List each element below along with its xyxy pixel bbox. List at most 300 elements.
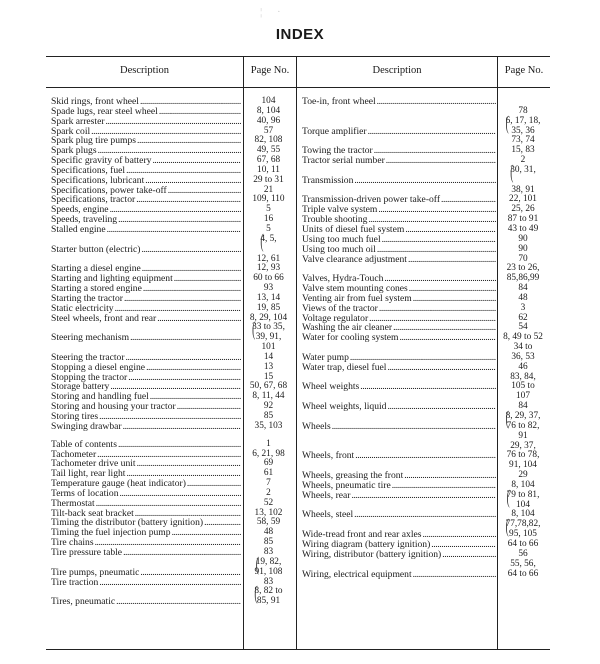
index-entry	[51, 195, 296, 205]
index-entry	[302, 382, 550, 392]
dot-leader	[128, 373, 241, 383]
dot-leader	[118, 215, 241, 225]
entry-description	[51, 373, 241, 383]
index-entry	[302, 146, 550, 156]
entry-text: Tire traction	[51, 577, 99, 588]
entry-text: Starting a diesel engine	[51, 264, 141, 275]
entry-page-numbers: 85, 91	[256, 596, 281, 607]
entry-page-numbers: ( 8, 29, 37,	[496, 412, 550, 422]
entry-description	[302, 442, 496, 452]
entry-page-numbers: 38, 91	[511, 184, 535, 195]
entry-text: Views of the tractor	[302, 303, 378, 314]
entry-description	[302, 570, 496, 580]
entry-description	[51, 489, 241, 499]
entry-page-numbers: 12, 93	[256, 263, 281, 274]
entry-text: Towing the tractor	[302, 146, 373, 157]
entry-page-numbers: 82, 108	[254, 135, 283, 146]
entry-description	[51, 333, 241, 343]
index-table	[46, 56, 550, 650]
entry-description	[51, 294, 241, 304]
entry-page-numbers: 83	[263, 576, 274, 587]
entry-text: Specifications, lubricant	[51, 175, 145, 186]
entry-page-numbers: 91, 108	[254, 566, 283, 577]
entry-page-numbers: 2	[520, 155, 526, 166]
entry-page-numbers: 76 to 78,	[506, 450, 540, 461]
index-entry	[51, 176, 296, 186]
entry-description	[51, 156, 241, 166]
dot-leader	[377, 97, 496, 107]
dot-leader	[146, 363, 241, 373]
entry-description	[302, 225, 496, 235]
index-entry	[51, 117, 296, 127]
entry-page-numbers: 35, 36	[511, 125, 535, 136]
entry-text: Tire pumps, pneumatic	[51, 567, 140, 578]
entry-description	[51, 127, 241, 137]
index-entry	[302, 570, 550, 580]
index-entry	[302, 97, 550, 107]
dot-leader	[405, 225, 496, 235]
dot-leader	[137, 459, 241, 469]
entry-page-numbers: 76 to 82,	[506, 420, 540, 431]
entry-text: Steering the tractor	[51, 352, 125, 363]
index-entry	[51, 518, 296, 528]
dot-leader	[116, 597, 241, 607]
dot-leader	[368, 215, 496, 225]
dot-leader	[378, 205, 496, 215]
entry-description	[302, 304, 496, 314]
entry-description	[302, 343, 496, 353]
entry-page-numbers: 43 to 49	[507, 223, 539, 234]
entry-page-numbers: 85	[263, 537, 274, 548]
entry-page-numbers: 13, 14	[256, 292, 281, 303]
entry-page-numbers: 90	[518, 233, 528, 244]
entry-page-numbers: 13	[263, 361, 274, 372]
entry-page-numbers: 8, 104	[256, 105, 281, 116]
entry-description	[302, 314, 496, 324]
entry-description	[51, 578, 241, 588]
dot-leader	[126, 353, 241, 363]
dot-leader	[413, 294, 496, 304]
index-entry	[302, 166, 550, 176]
index-entry	[51, 215, 296, 225]
entry-description	[51, 450, 241, 460]
index-entry	[302, 304, 550, 314]
entry-page-numbers: 50, 67, 68	[249, 381, 288, 392]
entry-text: Wheels, steel	[302, 510, 354, 521]
entry-page-numbers: 62	[518, 312, 528, 323]
entry-page-numbers: 73, 74	[511, 135, 535, 146]
index-entry	[51, 538, 296, 548]
entry-page-numbers: 15	[263, 371, 274, 382]
entry-text: Wheel weights	[302, 382, 360, 393]
entry-description	[302, 363, 496, 373]
dot-leader	[110, 382, 241, 392]
entry-description	[51, 136, 241, 146]
dot-leader	[422, 530, 496, 540]
dot-leader	[118, 440, 241, 450]
index-entry	[302, 392, 550, 402]
index-entry	[302, 225, 550, 235]
entry-text: Starting and lighting equipment	[51, 274, 173, 285]
entry-description	[302, 186, 496, 196]
entry-description	[302, 146, 496, 156]
entry-page-numbers: ( 79 to 81,	[496, 491, 550, 501]
entry-page-numbers: 8, 104	[511, 509, 535, 520]
entry-text: Valves, Hydra-Touch	[302, 274, 384, 285]
index-entry	[302, 314, 550, 324]
entry-text: Terms of location	[51, 488, 119, 499]
entry-text: Water trap, diesel fuel	[302, 362, 387, 373]
entry-description	[302, 560, 496, 570]
index-entry	[302, 422, 550, 432]
dot-leader	[204, 518, 241, 528]
dot-leader	[392, 481, 496, 491]
entry-text: Timing the distributor (battery ignition)	[51, 518, 204, 529]
entry-page-numbers: 69	[263, 458, 274, 469]
entry-page-numbers: 49, 55	[256, 145, 281, 156]
index-entry	[302, 274, 550, 284]
entry-description	[51, 469, 241, 479]
left-description-header: Description	[120, 65, 169, 76]
dot-leader	[382, 235, 496, 245]
index-entry	[302, 461, 550, 471]
entry-page-numbers: 36, 53	[511, 351, 535, 362]
entry-text: Table of contents	[51, 439, 117, 450]
entry-description	[302, 166, 496, 176]
entry-description	[51, 558, 241, 568]
dot-leader	[130, 333, 241, 343]
entry-text: Spade lugs, rear steel wheel	[51, 106, 158, 117]
index-entry	[51, 225, 296, 235]
entry-text: Water pump	[302, 352, 349, 363]
dot-leader	[140, 568, 241, 578]
entry-page-numbers: 34 to	[513, 342, 533, 353]
index-entry	[51, 333, 296, 343]
entry-description	[302, 481, 496, 491]
entry-page-numbers: 54	[518, 322, 528, 333]
entry-text: Units of diesel fuel system	[302, 224, 405, 235]
dot-leader	[135, 509, 241, 519]
entry-description	[51, 509, 241, 519]
index-entry	[51, 235, 296, 245]
dot-leader	[110, 205, 241, 215]
entry-description	[302, 156, 496, 166]
entry-text: Steering mechanism	[51, 333, 130, 344]
index-entry	[51, 392, 296, 402]
entry-page-numbers: 52	[263, 497, 274, 508]
index-entry	[51, 343, 296, 353]
entry-description	[51, 323, 241, 333]
entry-page-numbers: 15, 83	[511, 145, 535, 156]
entry-text: Valve clearance adjustment	[302, 254, 407, 265]
entry-description	[302, 97, 496, 107]
dot-leader	[377, 245, 496, 255]
entry-description	[302, 255, 496, 265]
dot-leader	[187, 479, 241, 489]
entry-page-numbers: 48	[518, 292, 528, 303]
entry-page-numbers: 83	[263, 546, 274, 557]
entry-text: Triple valve system	[302, 205, 378, 216]
entry-page-numbers: 22, 101	[509, 194, 537, 205]
entry-text: Swinging drawbar	[51, 421, 122, 432]
entry-page-numbers: 29 to 31	[253, 174, 284, 185]
entry-text: Wheels, greasing the front	[302, 471, 404, 481]
page-title: INDEX	[275, 26, 325, 43]
entry-description	[51, 597, 241, 607]
entry-page-numbers: ( 6, 17, 18,	[496, 117, 550, 127]
entry-description	[51, 215, 241, 225]
dot-leader	[97, 450, 241, 460]
index-entry	[51, 469, 296, 479]
entry-text: Skid rings, front wheel	[51, 97, 139, 107]
dot-leader	[369, 314, 496, 324]
index-entry	[51, 363, 296, 373]
entry-page-numbers: ( 33 to 35,	[241, 323, 296, 333]
header-rule	[46, 87, 550, 88]
entry-text: Temperature gauge (heat indicator)	[51, 479, 186, 489]
entry-page-numbers: 13, 102	[254, 507, 283, 518]
entry-page-numbers: 48	[263, 527, 274, 538]
dot-leader	[150, 392, 241, 402]
index-entry	[51, 568, 296, 578]
entry-text: Using too much oil	[302, 244, 376, 255]
entry-page-numbers: 6, 21, 98	[252, 448, 285, 459]
entry-description	[302, 235, 496, 245]
entry-page-numbers: ( 30, 31,	[496, 166, 550, 176]
entry-page-numbers: ( 77,78,82,	[496, 520, 550, 530]
entry-page-numbers: 8, 49 to 52	[503, 332, 543, 343]
index-entry	[51, 274, 296, 284]
entry-page-numbers: 101	[261, 342, 276, 353]
index-entry	[51, 422, 296, 432]
entry-page-numbers: 107	[516, 391, 530, 402]
entry-page-numbers: 58, 59	[256, 517, 281, 528]
entry-description	[51, 440, 241, 450]
entry-text: Wiring, electrical equipment	[302, 569, 412, 580]
entry-text: Specific gravity of battery	[51, 156, 152, 166]
entry-description	[51, 186, 241, 196]
entry-description	[302, 127, 496, 137]
entry-description	[51, 382, 241, 392]
dot-leader	[107, 225, 241, 235]
entry-description	[302, 136, 496, 146]
entry-page-numbers: 5	[266, 223, 271, 234]
left-index-column	[51, 97, 296, 607]
index-entry	[51, 450, 296, 460]
entry-description	[51, 304, 241, 314]
entry-text: Voltage regulator	[302, 313, 369, 324]
entry-page-numbers: 61	[263, 468, 274, 479]
dot-leader	[157, 314, 241, 324]
dot-leader	[177, 402, 241, 412]
entry-description	[302, 245, 496, 255]
entry-description	[51, 402, 241, 412]
entry-description	[302, 451, 496, 461]
dot-leader	[399, 333, 496, 343]
entry-page-numbers: 35, 103	[254, 420, 283, 431]
entry-page-numbers: 91	[518, 430, 528, 441]
dot-leader	[431, 540, 496, 550]
entry-page-numbers: 85,86,99	[506, 273, 540, 284]
dot-leader	[124, 294, 241, 304]
dot-leader	[355, 451, 496, 461]
entry-page-numbers: 5	[266, 204, 271, 215]
entry-page-numbers: 105 to	[511, 381, 535, 392]
entry-description	[302, 333, 496, 343]
index-entry	[51, 205, 296, 215]
entry-page-numbers: 19, 85	[256, 302, 281, 313]
index-entry	[51, 479, 296, 489]
entry-text: Using too much fuel	[302, 234, 381, 245]
dot-leader	[409, 284, 496, 294]
entry-text: Torque amplifier	[302, 126, 367, 137]
entry-description	[51, 343, 241, 353]
right-index-column	[302, 97, 550, 579]
index-entry	[302, 491, 550, 501]
entry-page-numbers: 10, 11	[257, 164, 280, 175]
dot-leader	[374, 146, 496, 156]
entry-description	[51, 274, 241, 284]
entry-description	[302, 392, 496, 402]
index-entry	[51, 489, 296, 499]
entry-description	[302, 294, 496, 304]
entry-page-numbers: 95, 105	[509, 529, 537, 540]
entry-page-numbers: 70	[518, 253, 528, 264]
entry-page-numbers: 8, 11, 44	[252, 391, 285, 402]
index-entry	[302, 235, 550, 245]
entry-description	[302, 550, 496, 560]
entry-description	[51, 587, 241, 597]
entry-page-numbers: 93	[263, 283, 274, 294]
entry-description	[302, 205, 496, 215]
entry-page-numbers: 57	[263, 125, 274, 136]
dot-leader	[136, 195, 241, 205]
entry-text: Specifications, tractor	[51, 195, 136, 206]
index-entry	[51, 528, 296, 538]
entry-description	[51, 225, 241, 235]
entry-page-numbers: 87 to 91	[507, 214, 539, 225]
entry-description	[51, 205, 241, 215]
dot-leader	[120, 489, 241, 499]
entry-description	[51, 499, 241, 509]
dot-leader	[142, 264, 241, 274]
entry-description	[302, 402, 496, 412]
entry-description	[302, 461, 496, 471]
entry-text: Tail light, rear light	[51, 469, 126, 480]
entry-description	[302, 530, 496, 540]
entry-page-numbers: 8, 29, 104	[249, 312, 288, 323]
dot-leader	[351, 491, 496, 501]
dot-leader	[145, 176, 241, 186]
entry-page-numbers: 40, 96	[256, 115, 281, 126]
dot-leader	[98, 146, 241, 156]
dot-leader	[172, 528, 241, 538]
entry-text: Tilt-back seat bracket	[51, 508, 134, 519]
entry-page-numbers: 21	[263, 184, 274, 195]
dot-leader	[384, 274, 496, 284]
index-entry	[51, 353, 296, 363]
entry-description	[51, 107, 241, 117]
entry-description	[302, 491, 496, 501]
entry-description	[302, 373, 496, 383]
entry-text: Toe-in, front wheel	[302, 97, 376, 107]
entry-description	[51, 392, 241, 402]
entry-text: Venting air from fuel system	[302, 293, 412, 304]
dot-leader	[387, 402, 496, 412]
entry-text: Spark plug tire pumps	[51, 136, 137, 147]
dot-leader	[168, 186, 241, 196]
dot-leader	[126, 166, 241, 176]
entry-description	[302, 353, 496, 363]
entry-page-numbers: 84	[518, 401, 528, 412]
dot-leader	[152, 156, 241, 166]
entry-text: Thermostat	[51, 498, 95, 509]
entry-text: Tires, pneumatic	[51, 597, 116, 608]
dot-leader	[126, 469, 241, 479]
dot-leader	[106, 117, 241, 127]
entry-text: Trouble shooting	[302, 215, 368, 225]
index-entry	[51, 459, 296, 469]
entry-page-numbers: 64 to 66	[507, 538, 539, 549]
dot-leader	[123, 548, 241, 558]
entry-page-numbers: ( 19, 82,	[241, 558, 296, 568]
entry-page-numbers: ( 8, 82 to	[241, 587, 296, 597]
entry-description	[51, 146, 241, 156]
dot-leader	[99, 412, 241, 422]
index-entry	[302, 284, 550, 294]
entry-page-numbers: 8, 104	[511, 479, 535, 490]
index-entry	[51, 597, 296, 607]
dot-leader	[96, 499, 241, 509]
column-divider	[296, 57, 297, 649]
dot-leader	[386, 156, 496, 166]
entry-text: Speeds, engine	[51, 205, 109, 216]
dot-leader	[354, 510, 496, 520]
entry-text: Stopping the tractor	[51, 372, 128, 383]
index-entry	[302, 294, 550, 304]
entry-text: Spark plugs	[51, 146, 97, 157]
entry-text: Wiring, distributor (battery ignition)	[302, 549, 442, 560]
entry-description	[302, 471, 496, 481]
index-entry	[302, 540, 550, 550]
entry-text: Washing the air cleaner	[302, 323, 393, 334]
entry-description	[302, 323, 496, 333]
entry-page-numbers: 1	[266, 438, 271, 449]
entry-text: Static electricity	[51, 303, 114, 314]
entry-page-numbers: 85	[263, 411, 274, 421]
entry-page-numbers: 29	[518, 470, 528, 481]
entry-page-numbers: 14	[263, 351, 274, 362]
entry-description	[51, 235, 241, 245]
entry-text: Wheel weights, liquid	[302, 402, 387, 412]
dot-leader	[387, 363, 496, 373]
dot-leader	[350, 353, 496, 363]
entry-description	[51, 195, 241, 205]
dot-leader	[442, 550, 496, 560]
dot-leader	[115, 304, 241, 314]
entry-description	[51, 479, 241, 489]
entry-text: Starting a stored engine	[51, 284, 142, 294]
entry-description	[51, 314, 241, 324]
dot-leader	[142, 245, 241, 255]
entry-description	[302, 540, 496, 550]
entry-text: Tachometer drive unit	[51, 459, 136, 470]
entry-text: Water for cooling system	[302, 333, 399, 344]
entry-page-numbers: ( 4, 5,	[241, 235, 296, 245]
entry-text: Stalled engine	[51, 224, 106, 235]
entry-text: Transmission	[302, 175, 354, 186]
entry-description	[51, 412, 241, 422]
